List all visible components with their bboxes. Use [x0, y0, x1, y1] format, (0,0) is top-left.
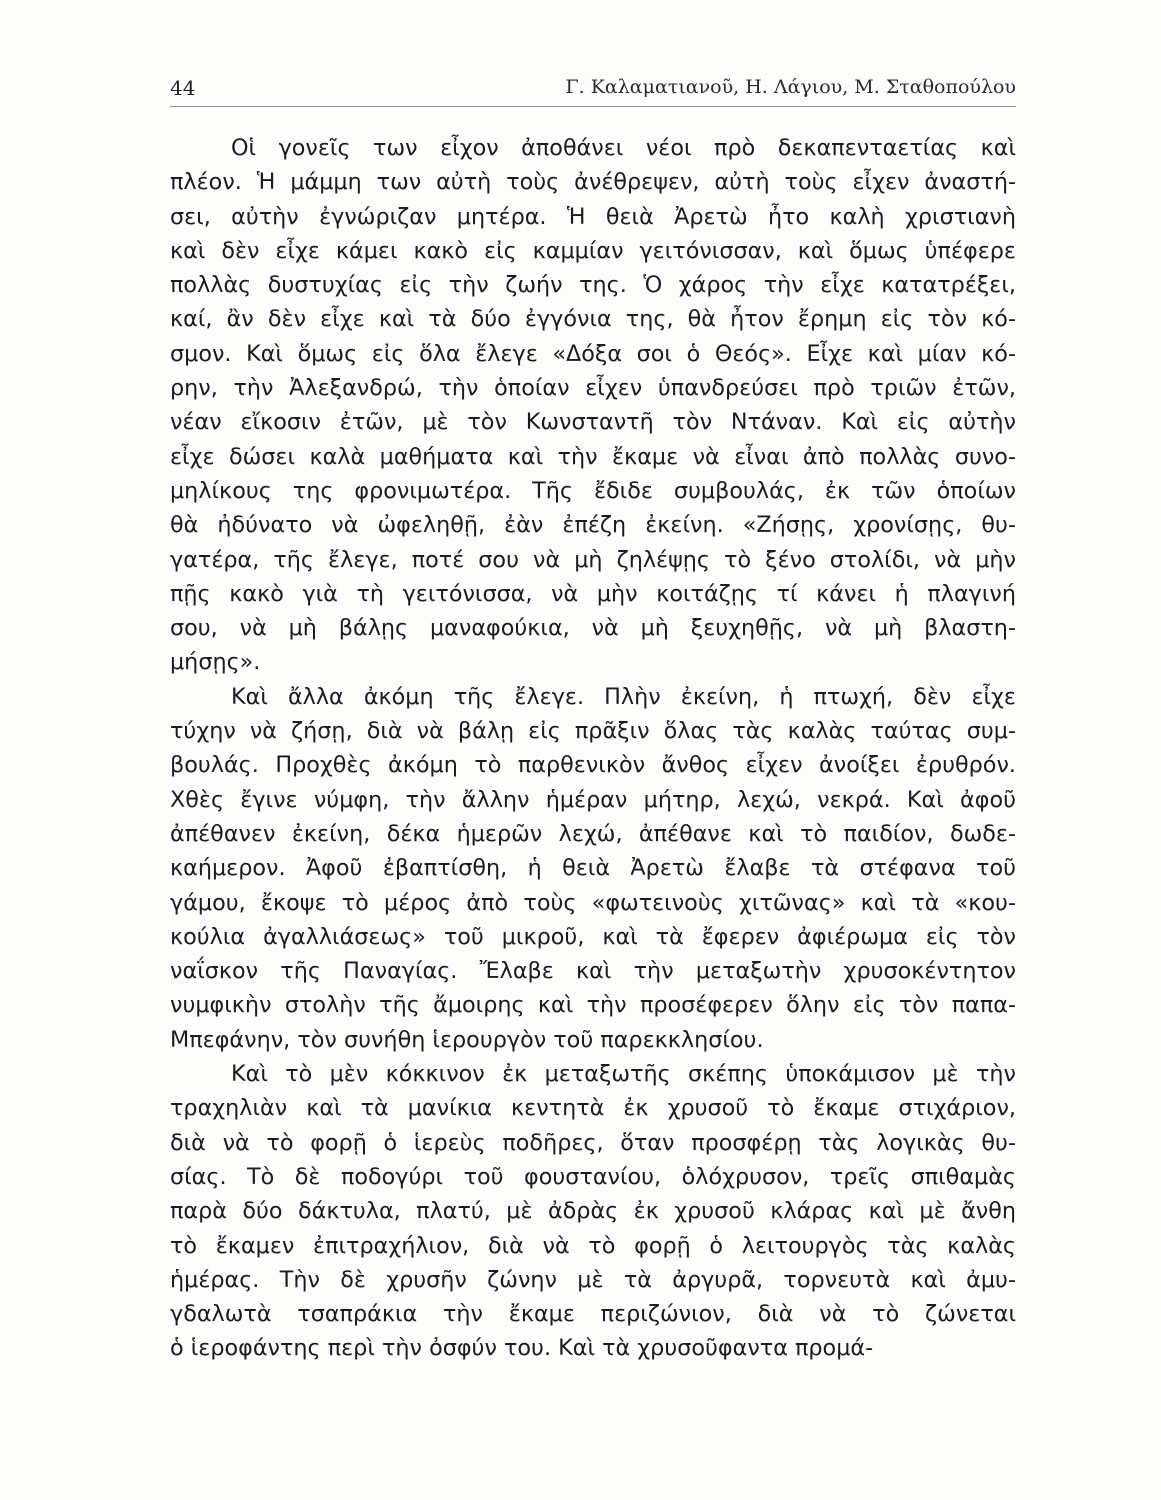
- text-line: διὰ νὰ τὸ φορῇ ὁ ἱερεὺς ποδῆρες, ὅταν προσφέρῃ τὰς λογικὰς θυ-: [170, 1129, 1016, 1156]
- text-line: καὶ δὲν εἶχε κάμει κακὸ εἰς καμμίαν γειτόνισσαν, καὶ ὅμως ὑπέφερε: [170, 237, 1016, 264]
- page-number: 44: [170, 76, 196, 100]
- text-line: σίας. Τὸ δὲ ποδογύρι τοῦ φουστανίου, ὁλόχρυσον, τρεῖς σπιθαμὰς: [170, 1163, 1016, 1190]
- text-line: πολλὰς δυστυχίας εἰς τὴν ζωήν της. Ὁ χάρος τὴν εἶχε κατατρέξει,: [170, 272, 1016, 299]
- text-line: σμον. Καὶ ὅμως εἰς ὅλα ἔλεγε «Δόξα σοι ὁ Θεός». Εἶχε καὶ μίαν κό-: [170, 340, 1016, 367]
- text-line: Μπεφάνην, τὸν συνήθη ἱερουργὸν τοῦ παρεκκλησίου.: [170, 1026, 764, 1053]
- text-line: κούλια ἀγαλλιάσεως» τοῦ μικροῦ, καὶ τὰ ἔφερεν ἀφιέρωμα εἰς τὸν: [170, 923, 1016, 950]
- text-line: σει, αὐτὴν ἐγνώριζαν μητέρα. Ἡ θειὰ Ἀρετὼ ἦτο καλὴ χριστιανὴ: [170, 203, 1016, 230]
- text-line: μήσῃς».: [170, 649, 261, 676]
- text-line: γάμου, ἔκοψε τὸ μέρος ἀπὸ τοὺς «φωτεινοὺς χιτῶνας» καὶ τὰ «κου-: [170, 889, 1016, 916]
- page-header: [170, 70, 1016, 107]
- text-line: ἡμέρας. Τὴν δὲ χρυσῆν ζώνην μὲ τὰ ἀργυρᾶ, τορνευτὰ καὶ ἀμυ-: [170, 1266, 1016, 1293]
- text-line: παρὰ δύο δάκτυλα, πλατύ, μὲ ἀδρὰς ἐκ χρυσοῦ κλάρας καὶ μὲ ἄνθη: [170, 1198, 1016, 1225]
- text-line: γδαλωτὰ τσαπράκια τὴν ἔκαμε περιζώνιον, διὰ νὰ τὸ ζώνεται: [170, 1301, 1016, 1328]
- text-line: νυμφικὴν στολὴν τῆς ἄμοιρης καὶ τὴν προσέφερεν ὅλην εἰς τὸν παπα-: [170, 992, 1016, 1019]
- text-line: τὸ ἔκαμεν ἐπιτραχήλιον, διὰ νὰ τὸ φορῇ ὁ λειτουργὸς τὰς καλὰς: [170, 1232, 1016, 1259]
- text-line: πῇς κακὸ γιὰ τὴ γειτόνισσα, νὰ μὴν κοιτάζῃς τί κάνει ἡ πλαγινή: [170, 580, 1016, 607]
- paragraph: [170, 131, 1016, 680]
- text-line: ἀπέθανεν ἐκείνη, δέκα ἡμερῶν λεχώ, ἀπέθανε καὶ τὸ παιδίον, δωδε-: [170, 820, 1016, 847]
- text-line: Χθὲς ἔγινε νύμφη, τὴν ἄλλην ἡμέραν μήτηρ, λεχώ, νεκρά. Καὶ ἀφοῦ: [170, 786, 1016, 813]
- text-line: καί, ἂν δὲν εἶχε καὶ τὰ δύο ἐγγόνια της, θὰ ἦτον ἔρημη εἰς τὸν κό-: [170, 306, 1016, 333]
- text-line: μηλίκους της φρονιμωτέρα. Τῆς ἔδιδε συμβουλάς, ἐκ τῶν ὁποίων: [170, 477, 1016, 504]
- paragraph: [170, 680, 1016, 1057]
- text-line: Οἱ γονεῖς των εἶχον ἀποθάνει νέοι πρὸ δεκαπενταετίας καὶ: [231, 135, 1016, 161]
- text-line: βουλάς. Προχθὲς ἀκόμη τὸ παρθενικὸν ἄνθος εἶχεν ἀνοίξει ἐρυθρόν.: [170, 752, 1016, 779]
- text-line: θὰ ἠδύνατο νὰ ὠφεληθῇ, ἐὰν ἐπέζη ἐκείνη. «Ζήσῃς, χρονίσῃς, θυ-: [170, 512, 1016, 539]
- text-line: ὁ ἱεροφάντης περὶ τὴν ὀσφύν του. Καὶ τὰ χρυσοῦφαντα προμά-: [170, 1335, 874, 1362]
- text-line: νέαν εἴκοσιν ἐτῶν, μὲ τὸν Κωνσταντῆ τὸν Ντάναν. Καὶ εἰς αὐτὴν: [170, 409, 1016, 436]
- text-line: τραχηλιὰν καὶ τὰ μανίκια κεντητὰ ἐκ χρυσοῦ τὸ ἔκαμε στιχάριον,: [170, 1095, 1016, 1122]
- text-line: εἶχε δώσει καλὰ μαθήματα καὶ τὴν ἔκαμε νὰ εἶναι ἀπὸ πολλὰς συνο-: [170, 443, 1016, 470]
- text-line: τύχην νὰ ζήσῃ, διὰ νὰ βάλῃ εἰς πρᾶξιν ὅλας τὰς καλὰς ταύτας συμ-: [170, 718, 1016, 745]
- text-line: καήμερον. Ἀφοῦ ἐβαπτίσθη, ἡ θειὰ Ἀρετὼ ἔλαβε τὰ στέφανα τοῦ: [170, 855, 1016, 882]
- running-head: Γ. Καλαματιανοῦ, Η. Λάγιου, Μ. Σταθοπούλου: [565, 76, 1016, 98]
- text-line: σου, νὰ μὴ βάλῃς μαναφούκια, νὰ μὴ ξευχηθῇς, νὰ μὴ βλαστη-: [170, 615, 1016, 642]
- body-text: [170, 131, 1016, 1366]
- text-line: γατέρα, τῆς ἔλεγε, ποτέ σου νὰ μὴ ζηλέψῃς τὸ ξένο στολίδι, νὰ μὴν: [170, 546, 1016, 573]
- text-line: ρην, τὴν Ἀλεξανδρώ, τὴν ὁποίαν εἶχεν ὑπανδρεύσει πρὸ τριῶν ἐτῶν,: [170, 375, 1016, 402]
- text-line: Καὶ ἄλλα ἀκόμη τῆς ἔλεγε. Πλὴν ἐκείνη, ἡ πτωχή, δὲν εἶχε: [231, 683, 1016, 710]
- text-line: Καὶ τὸ μὲν κόκκινον ἐκ μεταξωτῆς σκέπης ὑποκάμισον μὲ τὴν: [231, 1061, 1016, 1088]
- text-line: ναΐσκον τῆς Παναγίας. Ἔλαβε καὶ τὴν μεταξωτὴν χρυσοκέντητον: [170, 958, 1016, 985]
- paragraph: [170, 1057, 1016, 1366]
- text-line: πλέον. Ἡ μάμμη των αὐτὴ τοὺς ἀνέθρεψεν, αὐτὴ τοὺς εἶχεν ἀναστή-: [170, 169, 1016, 196]
